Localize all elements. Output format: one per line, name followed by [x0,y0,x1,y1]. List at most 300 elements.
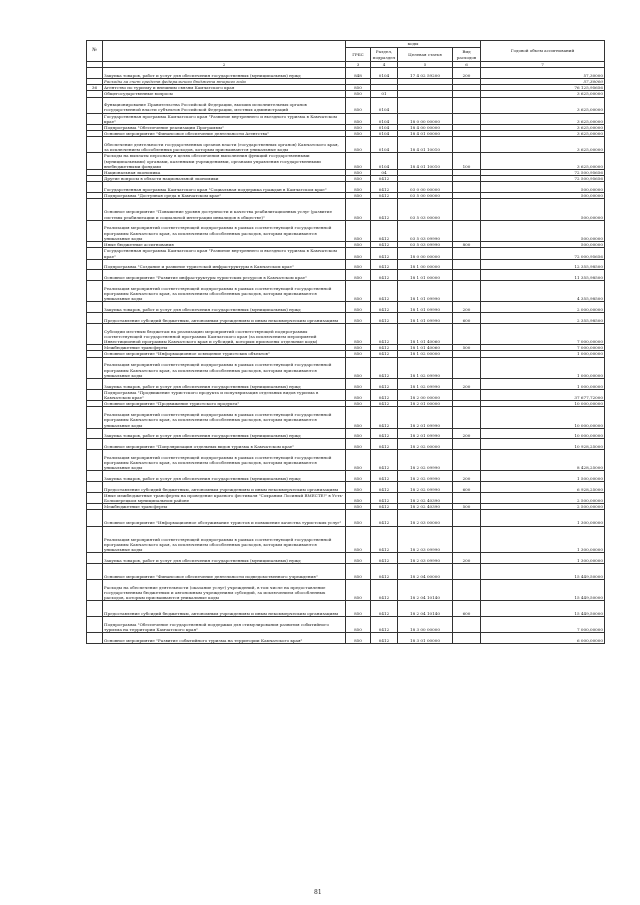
row-number [87,97,103,113]
table-row [87,439,605,450]
row-number [87,439,103,450]
row-description: Расходы за счет средств федерального бюджета второго года [103,78,346,84]
row-grbs: 850 [346,270,371,281]
row-amount: 4 355,98500 [481,281,605,302]
row-razdel: 0412 [371,379,398,390]
row-expense-type: 200 [453,379,481,390]
table-row [87,153,605,170]
row-grbs: 850 [346,323,371,344]
row-amount: 37 677,72000 [481,389,605,400]
row-grbs: 850 [346,85,371,91]
row-razdel: 04 [371,170,398,176]
row-description: Реализация мероприятий соответствующей подпрограммы в рамках соответствующей государственной программы Камчатского края, за исключением обособленных расходов, которым присваиваются уникальные коды [103,407,346,428]
row-expense-type [453,580,481,601]
row-amount: 1 000,00000 [481,379,605,390]
table-row [87,313,605,324]
row-expense-type [453,357,481,378]
row-amount: 11 355,98500 [481,270,605,281]
colnum-2: 2 [103,62,346,68]
row-target-article: 18 2 02 09990 [398,482,453,493]
row-number [87,407,103,428]
row-target-article: 18 0 00 00000 [398,248,453,259]
table-row [87,68,605,79]
row-number [87,526,103,553]
row-razdel: 0104 [371,131,398,137]
row-number [87,580,103,601]
row-description: Государственная программа Камчатского края "Социальная поддержка граждан в Камчатском крае" [103,182,346,193]
table-row [87,526,605,553]
row-grbs: 850 [346,510,371,526]
row-number: 36 [87,85,103,91]
row-razdel: 0104 [371,137,398,153]
header-target-article: Целевая статья [398,48,453,62]
table-row [87,563,605,579]
row-razdel: 0412 [371,601,398,617]
row-number [87,492,103,503]
row-razdel: 0412 [371,182,398,193]
row-description: Субсидии местным бюджетам на реализацию мероприятий соответствующей подпрограммы соответствующей государственной программы Камчатского края (за исключением мероприятий Инвестиционной программы Камчатского края и субсидий, которым присвоены отдельные коды) [103,323,346,344]
row-number [87,68,103,79]
row-razdel: 0412 [371,176,398,182]
row-grbs: 850 [346,176,371,182]
row-number [87,379,103,390]
row-number [87,313,103,324]
row-grbs: 850 [346,313,371,324]
row-target-article: 18 1 02 09990 [398,357,453,378]
row-expense-type [453,633,481,644]
row-amount: 10 000,00000 [481,428,605,439]
row-expense-type [453,563,481,579]
row-description: Закупка товаров, работ и услуг для обеспечения государственных (муниципальных) нужд [103,428,346,439]
row-razdel: 0412 [371,617,398,633]
row-number [87,617,103,633]
row-expense-type [453,270,481,281]
row-description: Обеспечение деятельности государственных органов власти (государственных органов) Камчатского края, за исключением обособленных расходов, которым присваиваются уникальные коды [103,137,346,153]
row-description: Основное мероприятие "Информационное освещение туристских объектов" [103,351,346,357]
table-row [87,450,605,471]
row-target-article: 18 1 02 00000 [398,351,453,357]
row-grbs: 850 [346,153,371,170]
table-row [87,323,605,344]
row-description: Национальная экономика [103,170,346,176]
row-target-article: 18 2 02 40390 [398,504,453,510]
row-grbs: 850 [346,170,371,176]
row-target-article: 18 1 01 40060 [398,323,453,344]
row-razdel: 0412 [371,450,398,471]
row-amount: 1 500,00000 [481,471,605,482]
row-expense-type: 600 [453,313,481,324]
row-grbs: 850 [346,389,371,400]
row-amount: 500,00000 [481,193,605,199]
row-target-article: 18 1 01 09990 [398,281,453,302]
row-target-article: 18 2 04 10140 [398,580,453,601]
table-row [87,428,605,439]
row-amount: 72 500,95656 [481,170,605,176]
table-row [87,492,605,503]
row-amount: 3 625,00000 [481,131,605,137]
row-description: Закупка товаров, работ и услуг для обеспечения государственных (муниципальных) нужд [103,553,346,564]
row-target-article: 03 5 03 09990 [398,220,453,241]
row-target-article: 18 2 01 09990 [398,407,453,428]
row-number [87,389,103,400]
row-target-article: 18 2 04 00000 [398,563,453,579]
row-target-article: 18 0 00 00000 [398,113,453,124]
row-grbs: 850 [346,281,371,302]
row-razdel: 0412 [371,526,398,553]
row-number [87,323,103,344]
row-description: Другие вопросы в области национальной экономики [103,176,346,182]
page-number: 81 [314,889,322,896]
row-razdel: 0412 [371,553,398,564]
table-row [87,601,605,617]
row-amount: 3 625,00000 [481,137,605,153]
row-amount: 15 449,50000 [481,580,605,601]
row-target-article: 18 1 01 40060 [398,345,453,351]
table-row [87,389,605,400]
row-amount: 7 000,00000 [481,345,605,351]
budget-table [86,40,605,644]
row-description: Общегосударственные вопросы [103,91,346,97]
row-number [87,270,103,281]
row-number [87,199,103,220]
row-number [87,563,103,579]
row-target-article: 18 1 01 09990 [398,302,453,313]
row-number [87,633,103,644]
table-row [87,137,605,153]
row-expense-type [453,492,481,503]
row-grbs: 850 [346,220,371,241]
row-grbs: 850 [346,182,371,193]
row-target-article: 18 4 01 00000 [398,131,453,137]
row-grbs: 848 [346,68,371,79]
row-amount: 3 625,00000 [481,153,605,170]
row-description: Основное мероприятие "Популяризация отдельных видов туризма в Камчатском крае" [103,439,346,450]
row-grbs: 850 [346,504,371,510]
row-razdel: 0412 [371,345,398,351]
row-grbs: 850 [346,563,371,579]
row-grbs: 850 [346,345,371,351]
row-grbs: 850 [346,242,371,248]
row-target-article: 03 5 03 00000 [398,199,453,220]
row-number [87,357,103,378]
row-target-article: 18 2 02 40390 [398,492,453,503]
row-expense-type: 600 [453,601,481,617]
row-number [87,471,103,482]
row-amount: 8 428,25000 [481,450,605,471]
row-amount: 7 000,00000 [481,323,605,344]
row-target-article: 18 4 01 10010 [398,153,453,170]
row-amount: 7 000,00000 [481,617,605,633]
row-grbs: 850 [346,248,371,259]
colnum-7: 7 [481,62,605,68]
row-grbs: 850 [346,407,371,428]
row-expense-type [453,137,481,153]
table-row [87,407,605,428]
row-amount: 57,30000 [481,78,605,84]
row-description: Подпрограмма "Обеспечение реализации Программы" [103,124,346,130]
header-expense-type: Вид расходов [453,48,481,62]
row-description: Предоставление субсидий бюджетным, автономным учреждениям и иным некоммерческим организациям [103,313,346,324]
row-description: Основное мероприятие "Продвижение туристского продукта" [103,401,346,407]
row-razdel: 0412 [371,492,398,503]
row-grbs: 850 [346,91,371,97]
row-expense-type [453,389,481,400]
table-row [87,510,605,526]
table-row [87,113,605,124]
budget-page [86,40,604,644]
row-razdel: 0412 [371,357,398,378]
row-amount: 3 625,00000 [481,91,605,97]
row-amount: 500,00000 [481,182,605,193]
row-description: Подпрограмма "Создание и развитие туристской инфраструктуры в Камчатском крае" [103,259,346,270]
row-description: Реализация мероприятий соответствующей подпрограммы в рамках соответствующей государственной программы Камчатского края, за исключением обособленных расходов, которым присваиваются уникальные коды [103,220,346,241]
row-expense-type [453,323,481,344]
row-number [87,113,103,124]
row-grbs: 850 [346,492,371,503]
colnum-4: 4 [371,62,398,68]
table-row [87,633,605,644]
row-grbs: 850 [346,526,371,553]
row-amount: 1 300,00000 [481,553,605,564]
row-amount: 1 000,00000 [481,351,605,357]
table-row [87,281,605,302]
table-row [87,357,605,378]
row-expense-type: 500 [453,345,481,351]
row-number [87,510,103,526]
row-amount: 6 000,00000 [481,633,605,644]
row-expense-type [453,97,481,113]
row-razdel: 0412 [371,510,398,526]
row-amount: 10 000,00000 [481,401,605,407]
row-amount: 10 000,00000 [481,407,605,428]
row-razdel: 0412 [371,220,398,241]
row-grbs: 850 [346,450,371,471]
row-expense-type: 800 [453,242,481,248]
row-target-article: 18 4 00 00000 [398,124,453,130]
row-razdel: 0412 [371,389,398,400]
row-grbs: 850 [346,617,371,633]
row-target-article: 18 1 00 00000 [398,259,453,270]
colnum-3: 3 [346,62,371,68]
row-description: Межбюджетные трансферты [103,504,346,510]
row-expense-type: 200 [453,471,481,482]
row-target-article: 18 3 01 00000 [398,633,453,644]
row-description: Реализация мероприятий соответствующей подпрограммы в рамках соответствующей государственной программы Камчатского края, за исключением обособленных расходов, которым присваиваются уникальные коды [103,526,346,553]
row-razdel: 0412 [371,199,398,220]
row-razdel: 0104 [371,124,398,130]
row-grbs: 850 [346,601,371,617]
row-number [87,153,103,170]
row-description: Межбюджетные трансферты [103,345,346,351]
row-description: Предоставление субсидий бюджетным, автономным учреждениям и иным некоммерческим организациям [103,482,346,493]
row-amount: 15 449,50000 [481,601,605,617]
row-description: Основное мероприятие "Финансовое обеспечение деятельности Агентства" [103,131,346,137]
header-desc [103,41,346,62]
row-grbs: 850 [346,439,371,450]
row-target-article: 18 2 02 09990 [398,450,453,471]
row-target-article [398,97,453,113]
row-target-article: 18 1 01 00000 [398,270,453,281]
row-razdel: 0412 [371,323,398,344]
row-grbs: 850 [346,193,371,199]
row-expense-type [453,510,481,526]
row-target-article: 18 2 03 00000 [398,510,453,526]
row-grbs: 850 [346,137,371,153]
row-razdel: 0104 [371,97,398,113]
row-number [87,281,103,302]
row-razdel: 0104 [371,68,398,79]
row-amount: 500,00000 [481,199,605,220]
row-grbs: 850 [346,259,371,270]
table-row [87,199,605,220]
header-codes-group: коды [346,41,481,48]
row-razdel: 0412 [371,504,398,510]
row-target-article: 03 0 00 00000 [398,182,453,193]
row-description: Основное мероприятие "Развитие событийного туризма на территории Камчатского края" [103,633,346,644]
row-description: Реализация мероприятий соответствующей подпрограммы в рамках соответствующей государственной программы Камчатского края, за исключением обособленных расходов, которым присваиваются уникальные коды [103,281,346,302]
row-amount: 3 625,00000 [481,113,605,124]
row-expense-type [453,281,481,302]
header-num: № [87,41,103,62]
row-description: Основное мероприятие "Финансовое обеспечение деятельности подведомственного учреждения" [103,563,346,579]
row-number [87,553,103,564]
row-target-article: 18 3 00 00000 [398,617,453,633]
row-target-article: 18 2 04 10140 [398,601,453,617]
row-expense-type [453,407,481,428]
row-target-article: 03 5 03 09990 [398,242,453,248]
row-expense-type [453,248,481,259]
row-amount: 500,00000 [481,220,605,241]
row-expense-type: 100 [453,153,481,170]
row-amount: 1 300,00000 [481,526,605,553]
table-row [87,471,605,482]
header-annual-volume: Годовой объем ассигнований [481,41,605,62]
row-razdel: 0412 [371,242,398,248]
row-expense-type: 200 [453,68,481,79]
table-row [87,553,605,564]
row-target-article: 18 2 03 09990 [398,553,453,564]
row-description: Расходы на выплаты персоналу в целях обеспечения выполнения функций государственными (муниципальными) органами, казенными учреждениями, органами управления государственными внебюджетными фондами [103,153,346,170]
row-amount: 72 500,95656 [481,176,605,182]
row-amount: 3 625,00000 [481,97,605,113]
row-expense-type [453,259,481,270]
row-description: Закупка товаров, работ и услуг для обеспечения государственных (муниципальных) нужд [103,379,346,390]
row-expense-type [453,617,481,633]
table-row [87,220,605,241]
row-description: Расходы на обеспечение деятельности (оказание услуг) учреждений, в том числе на предоставление государственным бюджетным и автономным учреждениям субсидий, за исключением обособленных расходов, которым присваиваются уникальные коды [103,580,346,601]
row-expense-type: 200 [453,302,481,313]
row-expense-type [453,526,481,553]
row-number [87,428,103,439]
row-amount: 500,00000 [481,242,605,248]
table-header [87,41,605,68]
row-expense-type [453,113,481,124]
row-amount: 1 000,00000 [481,357,605,378]
table-row [87,482,605,493]
row-razdel: 0412 [371,302,398,313]
row-razdel: 0412 [371,248,398,259]
row-description: Предоставление субсидий бюджетным, автономным учреждениям и иным некоммерческим организациям [103,601,346,617]
row-number [87,182,103,193]
row-grbs: 850 [346,553,371,564]
row-grbs: 850 [346,302,371,313]
row-target-article: 03 5 00 00000 [398,193,453,199]
row-amount: 12 355,98500 [481,259,605,270]
row-razdel: 0104 [371,153,398,170]
row-razdel: 0412 [371,401,398,407]
row-grbs: 850 [346,199,371,220]
row-description: Закупка товаров, работ и услуг для обеспечения государственных (муниципальных) нужд [103,471,346,482]
row-description: Основное мероприятие "Информационное обслуживание туристов и повышение качества туристских услуг" [103,510,346,526]
row-grbs: 850 [346,113,371,124]
row-amount: 10 928,25000 [481,439,605,450]
row-description: Иные бюджетные ассигнования [103,242,346,248]
row-grbs: 850 [346,482,371,493]
row-description: Закупка товаров, работ и услуг для обеспечения государственных (муниципальных) нужд [103,302,346,313]
row-expense-type: 600 [453,482,481,493]
row-razdel: 0412 [371,351,398,357]
row-target-article: 18 2 01 09990 [398,428,453,439]
row-description: Основное мероприятие "Развитие инфраструктуры туристских ресурсов в Камчатском крае" [103,270,346,281]
row-grbs: 850 [346,131,371,137]
table-row [87,182,605,193]
row-target-article: 18 2 01 00000 [398,401,453,407]
row-description: Подпрограмма "Доступная среда в Камчатском крае" [103,193,346,199]
row-razdel: 0412 [371,439,398,450]
table-row [87,379,605,390]
row-description: Реализация мероприятий соответствующей подпрограммы в рамках соответствующей государственной программы Камчатского края, за исключением обособленных расходов, которым присваиваются уникальные коды [103,450,346,471]
row-razdel: 0104 [371,113,398,124]
row-razdel: 0412 [371,193,398,199]
row-razdel: 0412 [371,281,398,302]
row-number [87,220,103,241]
row-razdel: 0412 [371,428,398,439]
row-target-article: 18 1 01 09990 [398,313,453,324]
row-description: Подпрограмма "Продвижение туристского продукта и популяризация отдельных видов туризма в Камчатском крае" [103,389,346,400]
row-target-article: 17 4 02 59200 [398,68,453,79]
table-row [87,302,605,313]
table-row [87,270,605,281]
header-razdel: Раздел, подраздел [371,48,398,62]
row-razdel: 0412 [371,259,398,270]
colnum-6: 6 [453,62,481,68]
row-expense-type [453,220,481,241]
row-expense-type [453,182,481,193]
row-grbs: 850 [346,580,371,601]
table-body [87,68,605,644]
row-description: Государственная программа Камчатского края "Развитие внутреннего и въездного туризма в Камчатском крае" [103,113,346,124]
row-razdel: 01 [371,91,398,97]
row-expense-type: 200 [453,428,481,439]
row-description: Закупка товаров, работ и услуг для обеспечения государственных (муниципальных) нужд [103,68,346,79]
row-target-article: 18 4 01 10010 [398,137,453,153]
row-target-article: 18 1 02 09990 [398,379,453,390]
row-razdel: 0412 [371,471,398,482]
row-razdel: 0412 [371,270,398,281]
row-amount: 1 300,00000 [481,510,605,526]
row-number [87,259,103,270]
row-amount: 57,30000 [481,68,605,79]
row-razdel: 0412 [371,407,398,428]
row-description: Функционирование Правительства Российской Федерации, высших исполнительных органов государственной власти субъектов Российской Федерации, местных администраций [103,97,346,113]
row-description: Реализация мероприятий соответствующей подпрограммы в рамках соответствующей государственной программы Камчатского края, за исключением обособленных расходов, которым присваиваются уникальные коды [103,357,346,378]
header-grbs: ГРБС [346,48,371,62]
row-amount: 76 125,95656 [481,85,605,91]
row-amount: 15 449,50000 [481,563,605,579]
row-amount: 72 000,95656 [481,248,605,259]
row-grbs: 850 [346,401,371,407]
row-description: Подпрограмма "Обеспечение государственной поддержки для стимулирования развития событийного туризма на территории Камчатского края" [103,617,346,633]
